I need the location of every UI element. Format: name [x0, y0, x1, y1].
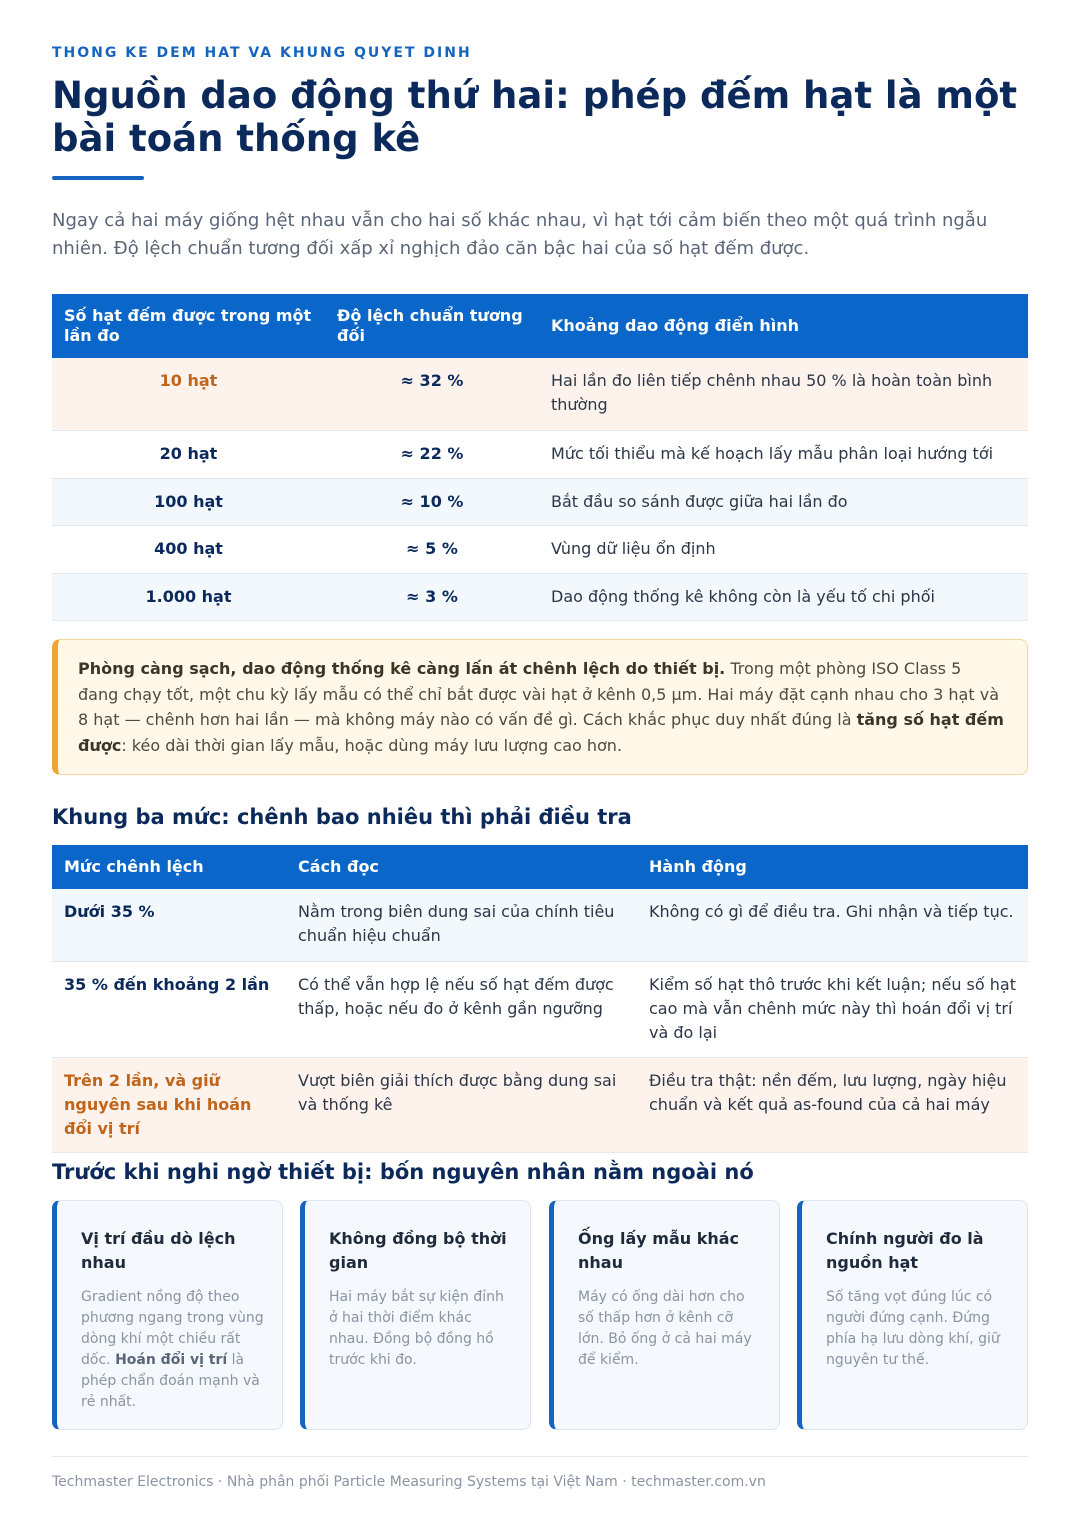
- level-cell: 35 % đến khoảng 2 lần: [52, 961, 286, 1057]
- statistics-table: [52, 294, 1028, 621]
- callout-fix: tăng số hạt đếm được: [78, 710, 1004, 755]
- note-cell: Hai lần đo liên tiếp chênh nhau 50 % là hoàn toàn bình thường: [539, 358, 1028, 430]
- header-count: Số hạt đếm được trong một lần đo: [52, 294, 325, 358]
- callout-lead: Phòng càng sạch, dao động thống kê càng lấn át chênh lệch do thiết bị.: [78, 659, 726, 678]
- reading-cell: Vượt biên giải thích được bằng dung sai và thống kê: [286, 1057, 637, 1152]
- page-title: Nguồn dao động thứ hai: phép đếm hạt là một bài toán thống kê: [52, 74, 1018, 160]
- card-body-text: Gradient nồng độ theo phương ngang trong vùng dòng khí một chiều rất dốc.: [81, 1289, 264, 1368]
- count-cell: 20 hạt: [52, 430, 325, 478]
- note-cell: Dao động thống kê không còn là yếu tố chi phối: [539, 573, 1028, 620]
- rsd-cell: ≈ 22 %: [325, 430, 539, 478]
- reading-cell: Có thể vẫn hợp lệ nếu số hạt đếm được thấp, hoặc nếu đo ở kênh gần ngưỡng: [286, 961, 637, 1057]
- card-body: [826, 1287, 1009, 1371]
- rsd-cell: ≈ 5 %: [325, 525, 539, 573]
- title-underline: [52, 176, 144, 180]
- card-title: Vị trí đầu dò lệch nhau: [81, 1229, 236, 1272]
- header-rsd: Độ lệch chuẩn tương đối: [325, 294, 539, 358]
- callout-text: Trong một phòng ISO Class 5 đang chạy tốt, một chu kỳ lấy mẫu có thể chỉ bắt được vài hạt ở kênh 0,5 µm. Hai máy đặt cạnh nhau cho 3 hạt và 8 hạt — chênh hơn hai lần — mà không máy nào có vấn đề gì. Cách khắc phục duy nhất đúng là: [78, 659, 999, 729]
- card-body: [329, 1287, 512, 1371]
- level-cell: Trên 2 lần, và giữ nguyên sau khi hoán đổi vị trí: [52, 1057, 286, 1152]
- table-row: [52, 430, 1028, 478]
- table-row: [52, 573, 1028, 620]
- header-range: Khoảng dao động điển hình: [539, 294, 1028, 358]
- framework-table-header: [52, 845, 1028, 889]
- table-row: [52, 889, 1028, 961]
- cause-card: [549, 1200, 780, 1430]
- table-row: [52, 358, 1028, 430]
- footer-text: Techmaster Electronics · Nhà phân phối Particle Measuring Systems tại Việt Nam · techmaster.com.vn: [52, 1474, 766, 1490]
- framework-table: [52, 845, 1028, 1153]
- note-cell: Vùng dữ liệu ổn định: [539, 525, 1028, 573]
- count-cell: 1.000 hạt: [52, 573, 325, 620]
- framework-heading: Khung ba mức: chênh bao nhiêu thì phải điều tra: [52, 805, 632, 829]
- card-body: [81, 1287, 264, 1413]
- table-row: [52, 478, 1028, 525]
- footer-divider: [52, 1456, 1028, 1457]
- reading-cell: Nằm trong biên dung sai của chính tiêu chuẩn hiệu chuẩn: [286, 889, 637, 961]
- callout-text-end: : kéo dài thời gian lấy mẫu, hoặc dùng máy lưu lượng cao hơn.: [121, 735, 623, 755]
- statistics-table-header: [52, 294, 1028, 358]
- action-cell: Kiểm số hạt thô trước khi kết luận; nếu số hạt cao mà vẫn chênh mức này thì hoán đổi vị trí và đo lại: [637, 961, 1028, 1057]
- card-body-text: Hai máy bắt sự kiện đỉnh ở hai thời điểm khác nhau. Đồng bộ đồng hồ trước khi đo.: [329, 1289, 504, 1368]
- header-reading: Cách đọc: [286, 845, 637, 889]
- cause-card: [797, 1200, 1028, 1430]
- rsd-cell: ≈ 10 %: [325, 478, 539, 525]
- table-row: [52, 1057, 1028, 1152]
- count-cell: 10 hạt: [52, 358, 325, 430]
- card-body-text-end: là phép chẩn đoán mạnh và rẻ nhất.: [81, 1352, 260, 1410]
- card-body-emphasis: Hoán đổi vị trí: [115, 1352, 228, 1368]
- count-cell: 100 hạt: [52, 478, 325, 525]
- note-cell: Bắt đầu so sánh được giữa hai lần đo: [539, 478, 1028, 525]
- rsd-cell: ≈ 32 %: [325, 358, 539, 430]
- lead-paragraph: Ngay cả hai máy giống hệt nhau vẫn cho hai số khác nhau, vì hạt tới cảm biến theo một quá trình ngẫu nhiên. Độ lệch chuẩn tương đối xấp xỉ nghịch đảo căn bậc hai của số hạt đếm được.: [52, 210, 988, 259]
- cause-card: [52, 1200, 283, 1430]
- header-level: Mức chênh lệch: [52, 845, 286, 889]
- causes-heading: Trước khi nghi ngờ thiết bị: bốn nguyên nhân nằm ngoài nó: [52, 1160, 754, 1184]
- cause-card: [300, 1200, 531, 1430]
- card-title: Ống lấy mẫu khác nhau: [578, 1229, 740, 1272]
- action-cell: Không có gì để điều tra. Ghi nhận và tiếp tục.: [637, 889, 1028, 961]
- eyebrow-label: THONG KE DEM HAT VA KHUNG QUYET DINH: [52, 45, 472, 61]
- card-body-text: Số tăng vọt đúng lúc có người đứng cạnh. Đứng phía hạ lưu dòng khí, giữ nguyên tư thế.: [826, 1289, 1000, 1368]
- note-cell: Mức tối thiểu mà kế hoạch lấy mẫu phân loại hướng tới: [539, 430, 1028, 478]
- table-row: [52, 525, 1028, 573]
- count-cell: 400 hạt: [52, 525, 325, 573]
- causes-cards: [52, 1200, 1028, 1430]
- action-cell: Điều tra thật: nền đếm, lưu lượng, ngày hiệu chuẩn và kết quả as-found của cả hai máy: [637, 1057, 1028, 1152]
- table-row: [52, 961, 1028, 1057]
- warning-callout: [52, 639, 1028, 775]
- header-action: Hành động: [637, 845, 1028, 889]
- card-title: Không đồng bộ thời gian: [329, 1229, 507, 1272]
- card-body-text: Máy có ống dài hơn cho số thấp hơn ở kênh cỡ lớn. Bỏ ống ở cả hai máy để kiểm.: [578, 1289, 752, 1368]
- level-cell: Dưới 35 %: [52, 889, 286, 961]
- card-body: [578, 1287, 761, 1371]
- rsd-cell: ≈ 3 %: [325, 573, 539, 620]
- card-title: Chính người đo là nguồn hạt: [826, 1229, 984, 1272]
